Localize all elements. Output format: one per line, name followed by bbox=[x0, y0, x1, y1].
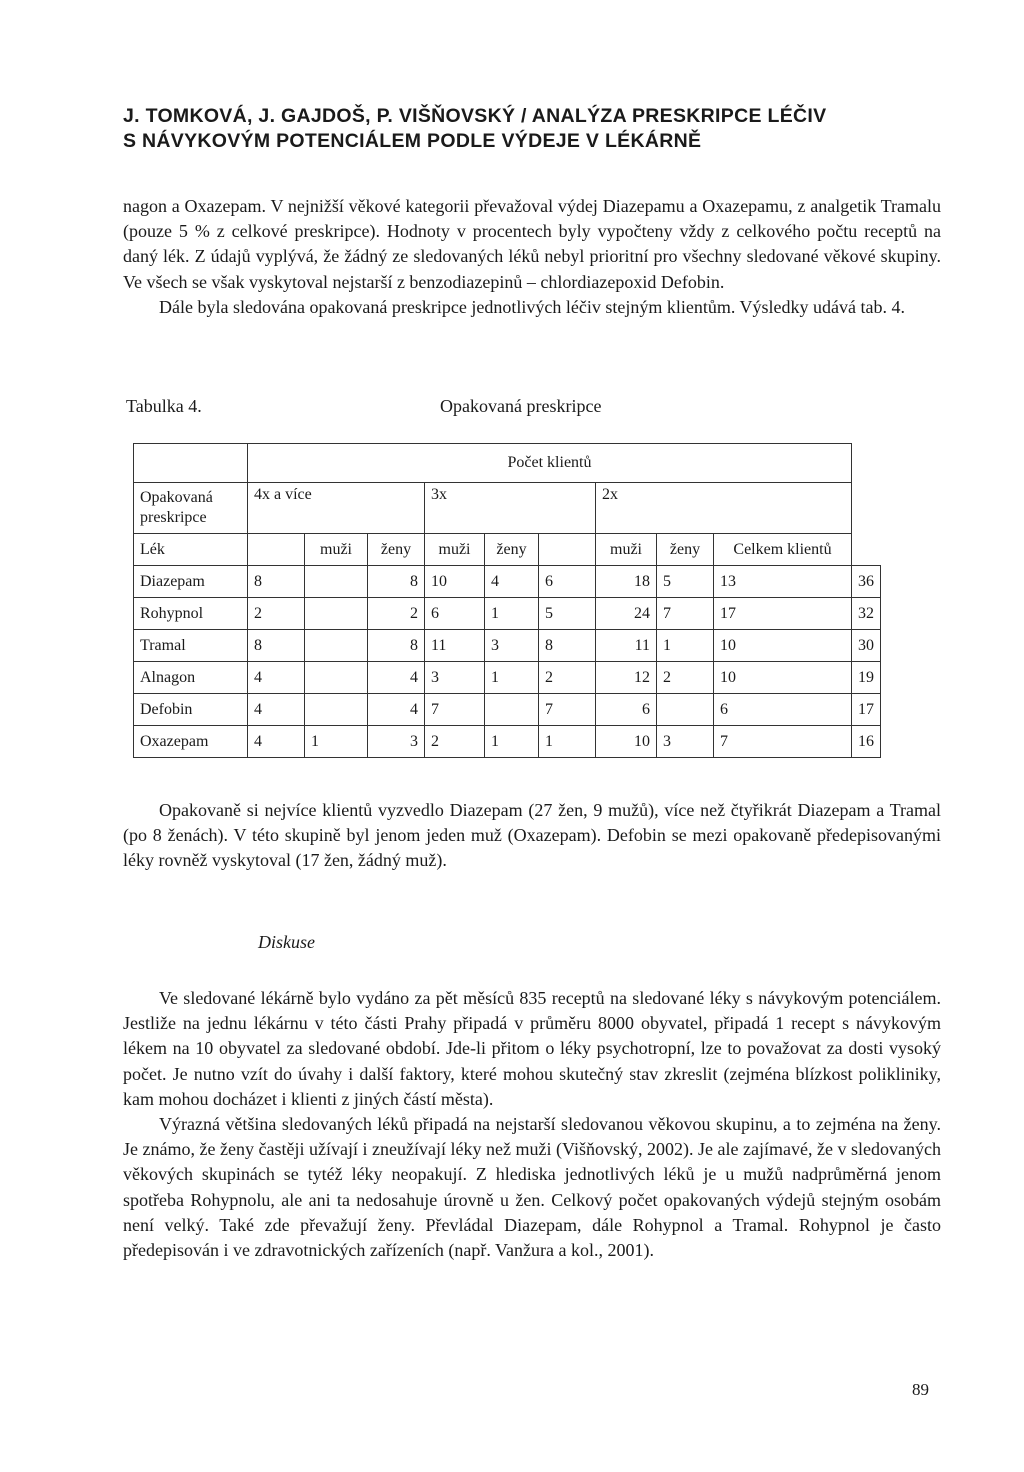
discussion-paragraph-2: Výrazná většina sledovaných léků připadá na nejstarší sledovanou věkovou skupinu, a to zejména na ženy. Je známo, že ženy častěji užívají i zneužívají léky než muži (Višňovský, 2002). Je ale zajímavé, že v sledovaných věkových skupinách se tytéž léky neopakují. Z hlediska jednotlivých léků je u mužů nadprůměrná jenom spotřeba Rohypnolu, ale ani ta nedosahuje úrovně u žen. Celkový počet opakovaných výdejů stejným osobám není velký. Také zde převažují ženy. Převládal Diazepam, dále Rohypnol a Tramal. Rohypnol je často předepisován i ve zdravotnických zařízeních (např. Vanžura a kol., 2001). bbox=[123, 1114, 941, 1261]
table-row bbox=[134, 726, 881, 758]
table-header-row-2 bbox=[134, 483, 881, 534]
count-cell: 10 bbox=[714, 630, 852, 662]
total-cell: 36 bbox=[852, 566, 881, 598]
count-cell: 24 bbox=[596, 598, 657, 630]
drug-name-cell: Tramal bbox=[134, 630, 248, 662]
count-cell: 1 bbox=[485, 726, 539, 758]
count-cell: 12 bbox=[596, 662, 657, 694]
count-cell: 8 bbox=[539, 630, 596, 662]
sex-label: muži bbox=[425, 534, 485, 566]
running-head bbox=[123, 104, 943, 154]
count-cell: 4 bbox=[248, 694, 305, 726]
count-cell: 7 bbox=[539, 694, 596, 726]
drug-name-cell: Diazepam bbox=[134, 566, 248, 598]
count-cell: 10 bbox=[425, 566, 485, 598]
count-cell: 5 bbox=[539, 598, 596, 630]
count-cell: 7 bbox=[425, 694, 485, 726]
empty-header-cell bbox=[248, 534, 305, 566]
after-table-text bbox=[123, 798, 941, 874]
count-cell: 8 bbox=[368, 566, 425, 598]
total-cell: 16 bbox=[852, 726, 881, 758]
count-cell: 1 bbox=[485, 662, 539, 694]
intro-paragraph-1: nagon a Oxazepam. V nejnižší věkové kategorii převažoval výdej Diazepamu a Oxazepamu, z analgetik Tramalu (pouze 5 % z celkové preskripce). Hodnoty v procentech byly vypočteny vždy z celkového počtu receptů na daný lék. Z údajů vyplývá, že žádný ze sledovaných léků nebyl prioritní pro všechny sledované věkové skupiny. Ve všech se však vyskytoval nejstarší z benzodiazepinů – chlordiazepoxid Defobin. bbox=[123, 196, 941, 292]
sex-label: muži bbox=[305, 534, 368, 566]
repeat-prescription-table bbox=[133, 443, 881, 758]
running-head-line-2: S NÁVYKOVÝM POTENCIÁLEM PODLE VÝDEJE V LÉKÁRNĚ bbox=[123, 130, 702, 152]
count-cell: 6 bbox=[539, 566, 596, 598]
table-corner-cell bbox=[134, 444, 248, 483]
drug-name-cell: Rohypnol bbox=[134, 598, 248, 630]
table-label: Tabulka 4. bbox=[126, 396, 202, 416]
lek-label: Lék bbox=[134, 534, 248, 566]
count-cell: 1 bbox=[305, 726, 368, 758]
after-table-paragraph: Opakovaně si nejvíce klientů vyzvedlo Diazepam (27 žen, 9 mužů), více než čtyřikrát Diazepam a Tramal (po 8 ženách). V této skupině byl jenom jeden muž (Oxazepam). Defobin se mezi opakovaně předepisovanými léky rovněž vyskytoval (17 žen, žádný muž). bbox=[123, 800, 941, 871]
count-cell: 8 bbox=[248, 566, 305, 598]
group-2x-header: 2x bbox=[596, 483, 852, 534]
total-cell: 19 bbox=[852, 662, 881, 694]
count-cell: 4 bbox=[485, 566, 539, 598]
count-cell bbox=[485, 694, 539, 726]
sex-label: ženy bbox=[657, 534, 714, 566]
table-title: Opakovaná preskripce bbox=[440, 396, 602, 416]
count-cell: 2 bbox=[539, 662, 596, 694]
group-4x-header: 4x a více bbox=[248, 483, 425, 534]
table-row bbox=[134, 598, 881, 630]
drug-name-cell: Defobin bbox=[134, 694, 248, 726]
table-row bbox=[134, 630, 881, 662]
count-cell: 3 bbox=[425, 662, 485, 694]
table-row bbox=[134, 566, 881, 598]
count-cell: 17 bbox=[714, 598, 852, 630]
count-cell bbox=[305, 566, 368, 598]
count-cell: 10 bbox=[596, 726, 657, 758]
count-cell: 3 bbox=[657, 726, 714, 758]
count-cell: 6 bbox=[425, 598, 485, 630]
count-cell: 11 bbox=[425, 630, 485, 662]
count-cell: 4 bbox=[368, 662, 425, 694]
count-cell: 7 bbox=[657, 598, 714, 630]
count-cell: 6 bbox=[714, 694, 852, 726]
table-header-row-1 bbox=[134, 444, 881, 483]
discussion-paragraph-1: Ve sledované lékárně bylo vydáno za pět měsíců 835 receptů na sledované léky s návykovým potenciálem. Jestliže na jednu lékárnu v této části Prahy připadá v průměru 8000 obyvatel, připadá 1 recept s návykovým lékem na 10 obyvatel za sledované období. Jde-li přitom o léky psychotropní, lze to považovat za dosti vysoký počet. Je nutno vzít do úvahy i další faktory, které mohou skutečný stav zkreslit (zejména blízkost polikliniky, kam mohou docházet i klienti z jiných částí města). bbox=[123, 988, 941, 1109]
total-cell: 17 bbox=[852, 694, 881, 726]
count-cell bbox=[305, 694, 368, 726]
row-header-label: Opakovaná preskripce bbox=[134, 483, 248, 534]
count-cell: 2 bbox=[248, 598, 305, 630]
sex-label: muži bbox=[596, 534, 657, 566]
count-cell: 1 bbox=[485, 598, 539, 630]
count-cell: 2 bbox=[368, 598, 425, 630]
running-head-line-1: J. TOMKOVÁ, J. GAJDOŠ, P. VIŠŇOVSKÝ / ANALÝZA PRESKRIPCE LÉČIV bbox=[123, 105, 827, 127]
count-cell: 18 bbox=[596, 566, 657, 598]
intro-text bbox=[123, 194, 941, 320]
table-body bbox=[134, 566, 881, 758]
table-row bbox=[134, 694, 881, 726]
discussion-text bbox=[123, 986, 941, 1263]
empty-header-cell bbox=[539, 534, 596, 566]
count-cell: 1 bbox=[539, 726, 596, 758]
total-label: Celkem klientů bbox=[714, 534, 852, 566]
sex-label: ženy bbox=[368, 534, 425, 566]
count-cell bbox=[305, 598, 368, 630]
count-cell: 4 bbox=[248, 726, 305, 758]
group-3x-header: 3x bbox=[425, 483, 596, 534]
count-cell: 8 bbox=[248, 630, 305, 662]
count-cell bbox=[657, 694, 714, 726]
count-cell: 11 bbox=[596, 630, 657, 662]
count-cell: 1 bbox=[657, 630, 714, 662]
count-cell: 4 bbox=[248, 662, 305, 694]
count-cell bbox=[305, 630, 368, 662]
count-cell: 8 bbox=[368, 630, 425, 662]
drug-name-cell: Oxazepam bbox=[134, 726, 248, 758]
count-cell: 6 bbox=[596, 694, 657, 726]
count-cell: 2 bbox=[425, 726, 485, 758]
total-cell: 30 bbox=[852, 630, 881, 662]
count-cell: 2 bbox=[657, 662, 714, 694]
count-cell: 3 bbox=[485, 630, 539, 662]
section-heading-diskuse: Diskuse bbox=[258, 932, 315, 952]
total-cell: 32 bbox=[852, 598, 881, 630]
table-row bbox=[134, 662, 881, 694]
count-cell: 13 bbox=[714, 566, 852, 598]
drug-name-cell: Alnagon bbox=[134, 662, 248, 694]
count-cell: 4 bbox=[368, 694, 425, 726]
count-cell: 10 bbox=[714, 662, 852, 694]
intro-paragraph-2: Dále byla sledována opakovaná preskripce jednotlivých léčiv stejným klientům. Výsledky udává tab. 4. bbox=[159, 296, 905, 317]
count-cell: 3 bbox=[368, 726, 425, 758]
count-cell bbox=[305, 662, 368, 694]
page-number: 89 bbox=[912, 1380, 929, 1399]
sex-label: ženy bbox=[485, 534, 539, 566]
count-cell: 7 bbox=[714, 726, 852, 758]
count-cell: 5 bbox=[657, 566, 714, 598]
table-header-row-3 bbox=[134, 534, 881, 566]
table-top-header: Počet klientů bbox=[248, 444, 852, 483]
